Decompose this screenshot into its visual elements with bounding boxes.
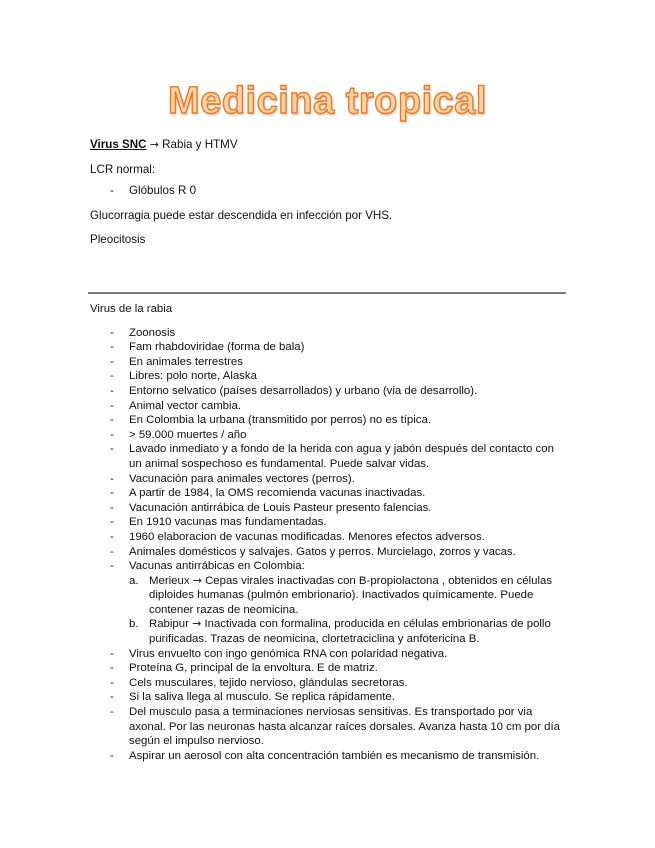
intro-heading-keyword: Virus SNC [90,138,147,151]
list-item: - Entorno selvatico (países desarrollados) y urbano (via de desarrollo). [90,384,568,399]
rabia-heading: Virus de la rabia [90,303,173,315]
rabia-section [90,302,568,763]
vaccine-name: Rabipur [149,618,189,631]
vaccine-item-merieux [129,574,568,618]
vaccine-description: Cepas virales inactivadas con B-propiolactona , obtenidos en células diploides humanas (pulmón embrionario). Inactivados químicamente. Puede contener razas de neomicina. [149,574,553,616]
list-item: - En 1910 vacunas mas fundamentadas. [90,515,568,530]
list-item: - Fam rhabdoviridae (forma de bala) [90,340,568,355]
list-item: - Virus envuelto con ingo genómica RNA con polaridad negativa. [90,647,568,662]
vaccine-description: Inactivada con formalina, producida en células embrionarias de pollo purificadas. Trazas de neomicina, clortetraciclina y anfotericina B. [149,618,551,646]
sub-marker: b. [129,618,139,631]
section-divider [88,292,566,294]
list-item: - Animal vector cambia. [90,399,568,414]
list-item: - Aspirar un aerosol con alta concentración también es mecanismo de transmisión. [90,749,568,764]
page-title: Medicina tropical [168,80,487,122]
arrow-icon: → [192,617,202,631]
sub-marker: a. [129,574,139,587]
vaccine-item-rabipur [129,617,568,646]
list-item: - > 59.000 muertes / año [90,428,568,443]
list-item: - Si la saliva llega al musculo. Se replica rápidamente. [90,690,568,705]
vaccine-name: Merieux [149,574,190,587]
arrow-icon: → [149,138,159,151]
list-item: - Glóbulos R 0 [90,184,570,199]
list-item: - Cels musculares, tejido nervioso, glándulas secretoras. [90,676,568,691]
list-item: - Proteína G, principal de la envoltura. E de matriz. [90,661,568,676]
arrow-icon: → [192,573,202,587]
intro-section [90,138,570,248]
list-item: - Lavado inmediato y a fondo de la herida con agua y jabón después del contacto con un animal sospechoso es fundamental. Puede salvar vidas. [90,442,568,471]
vaccines-sublist [129,574,568,647]
rabia-list [90,326,568,764]
list-item: - 1960 elaboracion de vacunas modificadas. Menores efectos adversos. [90,530,568,545]
list-item: - En animales terrestres [90,355,568,370]
list-item: - En Colombia la urbana (transmitido por perros) no es típica. [90,413,568,428]
list-item: - Vacunación para animales vectores (perros). [90,472,568,487]
list-item: - Del musculo pasa a terminaciones nerviosas sensitivas. Es transportado por via axonal. Por las neuronas hasta alcanzar raíces dorsales. Avanza hasta 10 cm por día según el impulso nervioso. [90,705,568,749]
pleocitosis-text: Pleocitosis [90,233,146,247]
list-item: - Vacunación antirrábica de Louis Pasteur presento falencias. [90,501,568,516]
lcr-list [90,184,570,199]
intro-heading [90,138,570,153]
vaccines-heading: Vacunas antirrábicas en Colombia: [129,560,305,573]
list-item: - Animales domésticos y salvajes. Gatos y perros. Murcielago, zorros y vacas. [90,545,568,560]
list-item: - Libres: polo norte, Alaska [90,369,568,384]
intro-heading-rest: Rabia y HTMV [158,138,238,151]
lcr-label: LCR normal: [90,162,156,176]
list-item: - Zoonosis [90,326,568,341]
title-block [0,78,655,124]
list-item: - A partir de 1984, la OMS recomienda vacunas inactivadas. [90,486,568,501]
glucorragia-text: Glucorragia puede estar descendida en infección por VHS. [90,208,393,222]
list-item-vaccines [90,559,568,647]
